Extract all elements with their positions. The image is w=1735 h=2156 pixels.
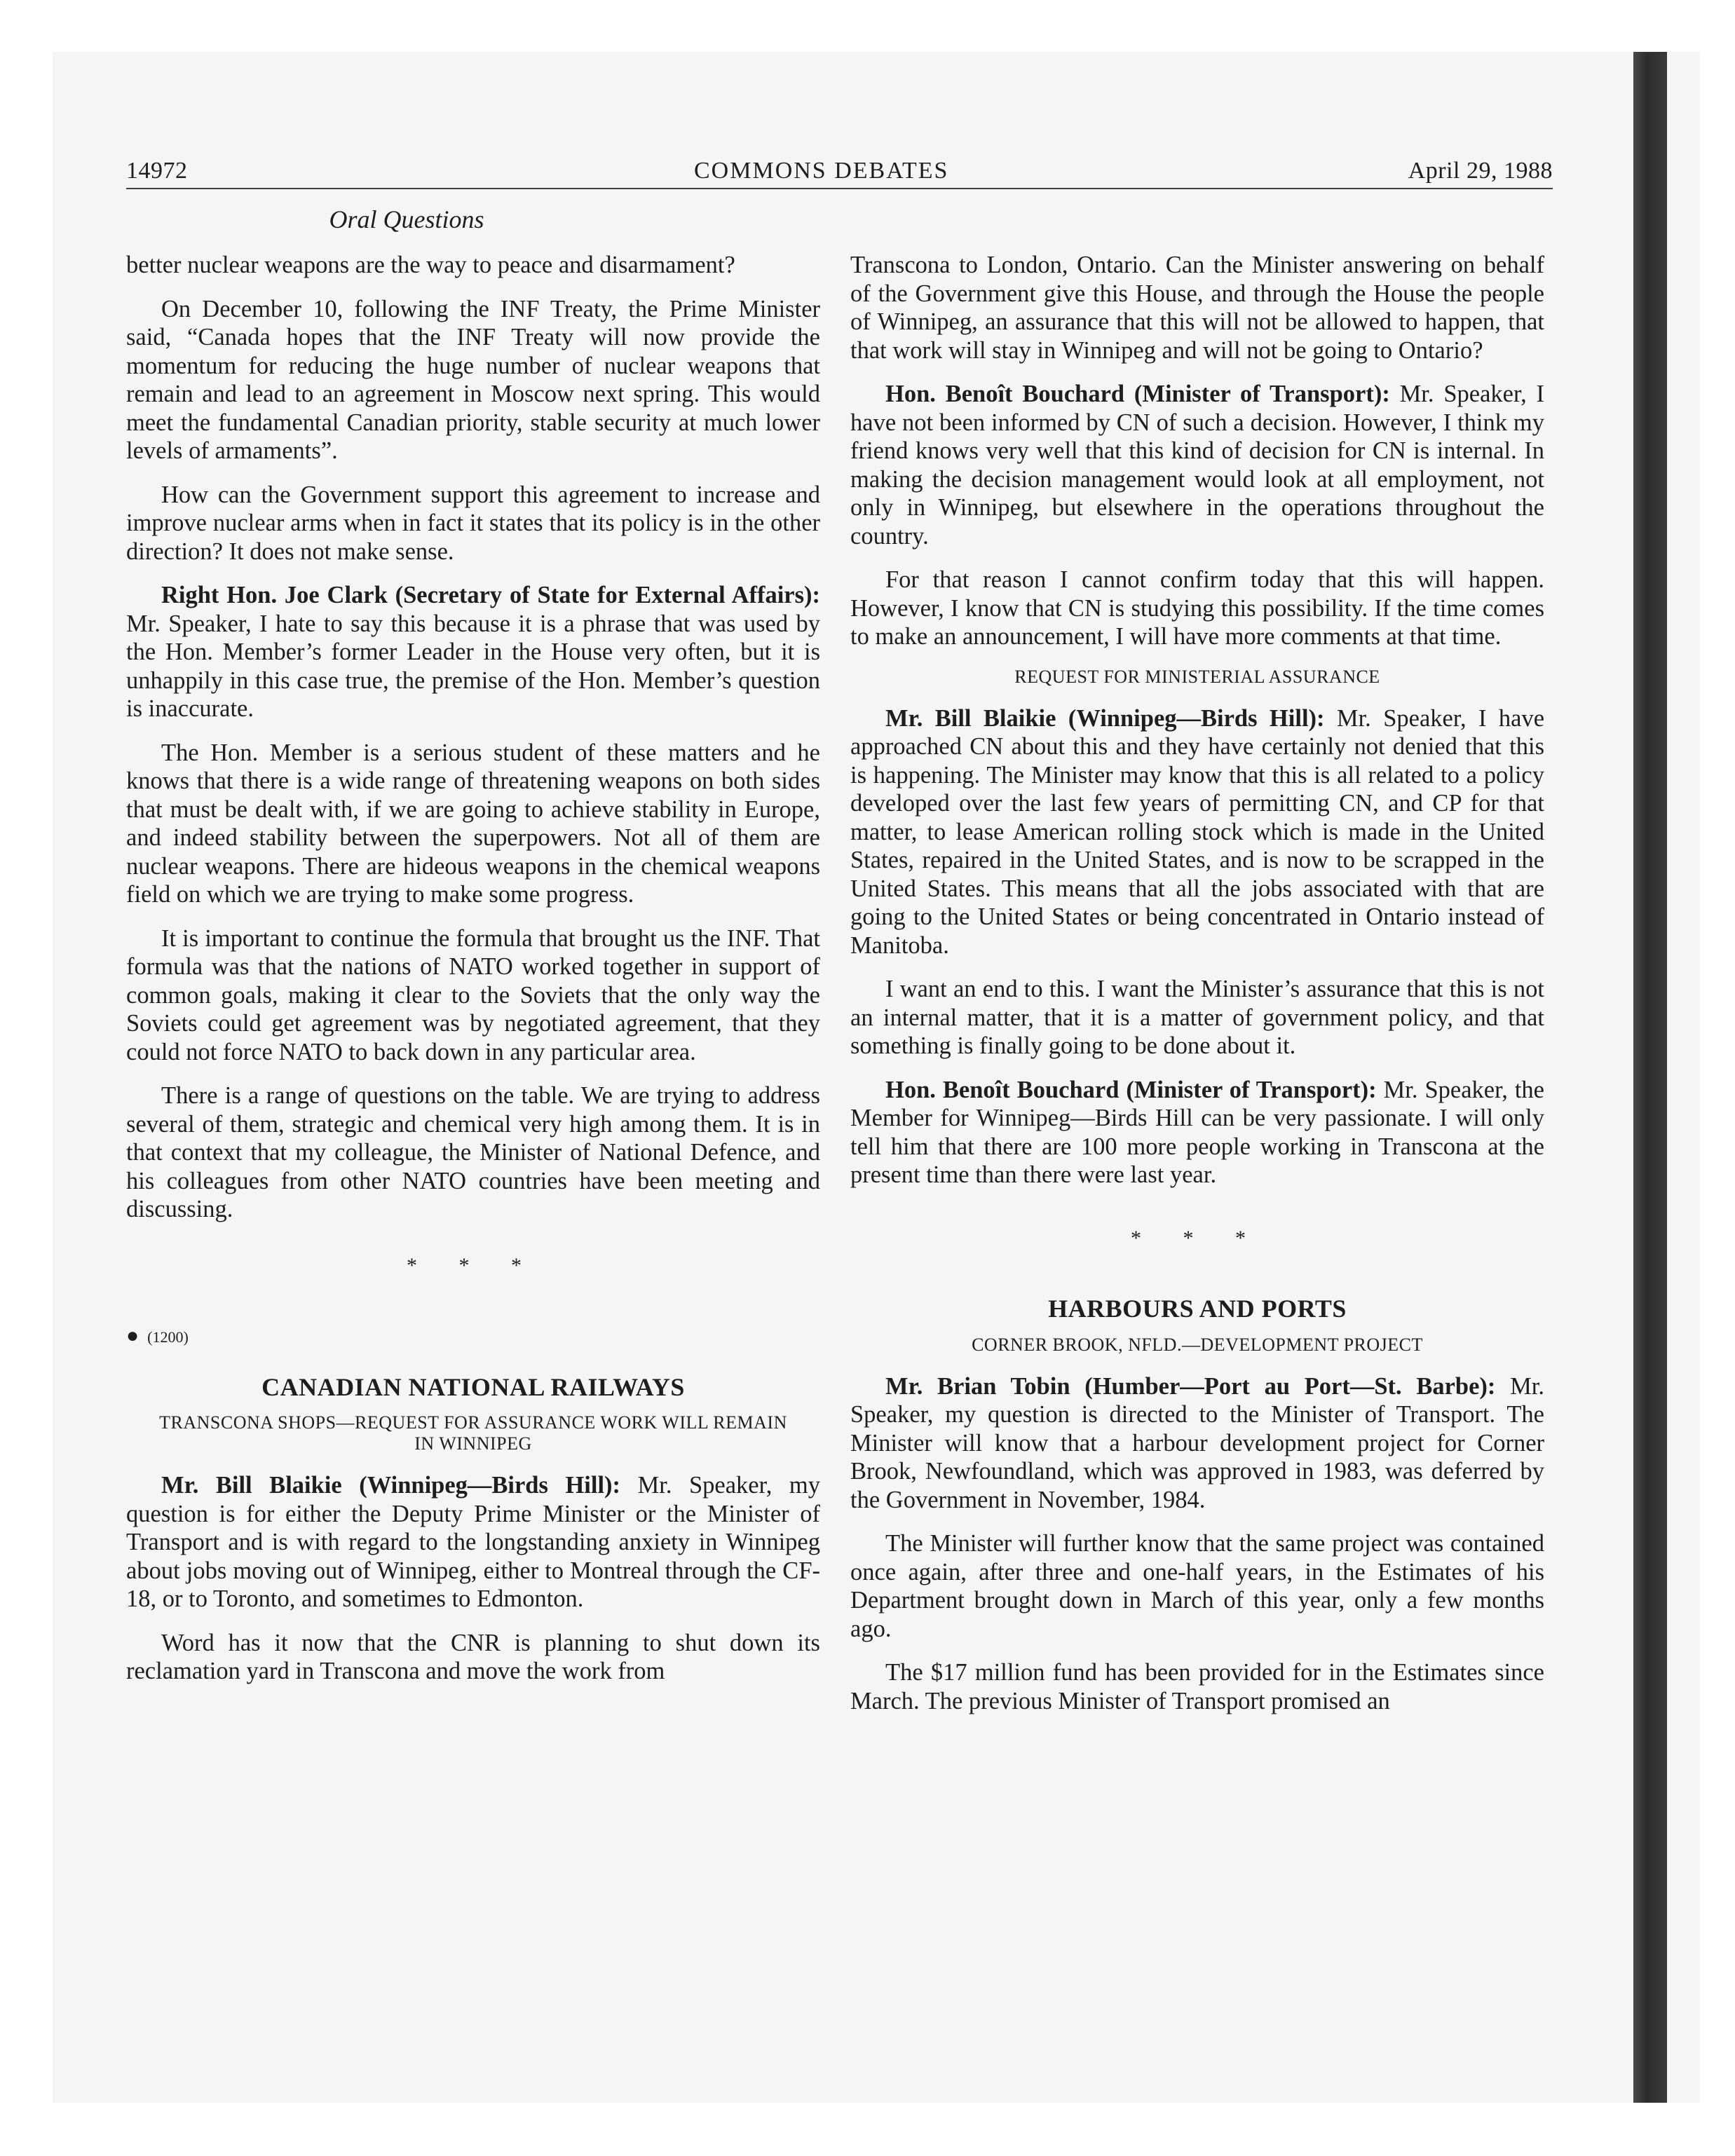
speech-text: Mr. Speaker, my question is directed to the Minister of Transport. The Minister will know that a harbour development project for Corner Brook, Newfoundland, which was approved in 1983, was deferred by the Government in November, 1984. (850, 1372, 1544, 1513)
speaker-name: Mr. Brian Tobin (Humber—Port au Port—St. Barbe): (885, 1372, 1496, 1400)
paragraph (850, 1076, 1544, 1189)
speech-text: Mr. Speaker, my question is for either the Deputy Prime Minister or the Minister of Transport and is with regard to the longstanding anxiety in Winnipeg about jobs moving out of Winnipeg, either to Montreal through the CF-18, or to Toronto, and sometimes to Edmonton. (126, 1472, 820, 1612)
paragraph (126, 1471, 820, 1613)
speech-text: Mr. Speaker, I hate to say this because it is a phrase that was used by the Hon. Member’s former Leader in the House very often, but it is unhappily in this case true, the premise of the Hon. Member’s question is inaccurate. (126, 610, 820, 722)
paragraph (850, 1372, 1544, 1515)
speech-text: Mr. Speaker, the Member for Winnipeg—Birds Hill can be very passionate. I will only tell him that there are 100 more people working in Transcona at the present time than there were last year. (850, 1076, 1544, 1188)
speech-text: Mr. Speaker, I have approached CN about this and they have certainly not denied that this is happening. The Minister may know that this is all related to a policy developed over the last few years of permitting CN, and CP for that matter, to lease American rolling stock which is made in the United States, repaired in the United States, and is now to be scrapped in the United States. This means that all the jobs associated with that are going to the United States or being concentrated in Ontario instead of Manitoba. (850, 704, 1545, 959)
bullet-icon: ● (126, 1324, 140, 1347)
paragraph: The $17 million fund has been provided for in the Estimates since March. The previous Minister of Transport promised an (850, 1659, 1544, 1714)
section-subtitle: REQUEST FOR MINISTERIAL ASSURANCE (1014, 666, 1380, 687)
speaker-name: Right Hon. Joe Clark (Secretary of State for External Affairs): (161, 582, 820, 608)
scan-edge-shadow (1633, 52, 1667, 2103)
speaker-name: Mr. Bill Blaikie (Winnipeg—Birds Hill): (885, 704, 1325, 732)
section-subtitle: TRANSCONA SHOPS—REQUEST FOR ASSURANCE WORK WILL REMAIN IN WINNIPEG (159, 1412, 787, 1454)
paragraph: I want an end to this. I want the Minister’s assurance that this is not an internal matter, that it is a matter of government policy, and that something is finally going to be done about it. (850, 976, 1544, 1059)
paragraph: The Minister will further know that the same project was contained once again, after three and one-half years, in the Estimates of his Department brought down in March of this year, only a few months ago. (850, 1530, 1544, 1642)
paragraph: Transcona to London, Ontario. Can the Minister answering on behalf of the Government give this House, and through the House the people of Winnipeg, an assurance that this will not be allowed to happen, that that work will stay in Winnipeg and will not be going to Ontario? (850, 252, 1544, 364)
time-marker (126, 1322, 820, 1352)
section-separator: * * * (407, 1253, 540, 1277)
page-number: 14972 (126, 158, 188, 184)
speech-text: Mr. Speaker, I have not been informed by CN of such a decision. However, I think my friend knows very well that this kind of decision for CN is internal. In making the decision management would look at all employment, not only in Winnipeg, but elsewhere in the operations throughout the country. (850, 381, 1545, 550)
section-title: HARBOURS AND PORTS (1048, 1295, 1347, 1323)
paragraph (126, 581, 820, 723)
time-marker-text: (1200) (147, 1328, 189, 1346)
paragraph: There is a range of questions on the table. We are trying to address several of them, strategic and chemical very high among them. It is in that context that my colleague, the Minister of National Defence, and his colleagues from other NATO countries have been meeting and discussing. (126, 1082, 820, 1222)
paragraph: better nuclear weapons are the way to peace and disarmament? (126, 252, 735, 278)
section-subtitle: CORNER BROOK, NFLD.—DEVELOPMENT PROJECT (972, 1334, 1423, 1355)
right-column (850, 251, 1544, 1731)
paragraph: It is important to continue the formula that brought us the INF. That formula was that the nations of NATO worked together in support of common goals, making it clear to the Soviets that the only way the Soviets could get agreement was by negotiated agreement, that they could not force NATO to back down in any particular area. (126, 925, 820, 1065)
speaker-name: Mr. Bill Blaikie (Winnipeg—Birds Hill): (161, 1472, 621, 1499)
paragraph: The Hon. Member is a serious student of these matters and he knows that there is a wide range of threatening weapons on both sides that must be dealt with, if we are going to achieve stability in Europe, and indeed stability between the superpowers. Not all of them are nuclear weapons. There are hideous weapons in the chemical weapons field on which we are trying to make some progress. (126, 739, 820, 908)
left-column (126, 251, 820, 1701)
speaker-name: Hon. Benoît Bouchard (Minister of Transport): (885, 1076, 1377, 1103)
paragraph: How can the Government support this agreement to increase and improve nuclear arms when in fact it states that its policy is in the other direction? It does not make sense. (126, 481, 820, 565)
paragraph: For that reason I cannot confirm today that this will happen. However, I know that CN is studying this possibility. If the time comes to make an announcement, I will have more comments at that time. (850, 566, 1544, 650)
running-head: Oral Questions (329, 205, 484, 233)
section-separator: * * * (1131, 1226, 1264, 1250)
header-rule (126, 188, 1553, 189)
section-title: CANADIAN NATIONAL RAILWAYS (261, 1372, 685, 1401)
paragraph (850, 380, 1544, 550)
paragraph: Word has it now that the CNR is planning to shut down its reclamation yard in Transcona and move the work from (126, 1629, 820, 1684)
paragraph (850, 704, 1544, 960)
paragraph: On December 10, following the INF Treaty, the Prime Minister said, “Canada hopes that the INF Treaty will now provide the momentum for reducing the huge number of nuclear weapons that remain and lead to an agreement in Moscow next spring. This would meet the fundamental Canadian priority, stable security at much lower levels of armaments”. (126, 295, 820, 464)
page-date: April 29, 1988 (1408, 158, 1553, 184)
speaker-name: Hon. Benoît Bouchard (Minister of Transport): (885, 381, 1390, 407)
publication-title: COMMONS DEBATES (694, 158, 949, 184)
